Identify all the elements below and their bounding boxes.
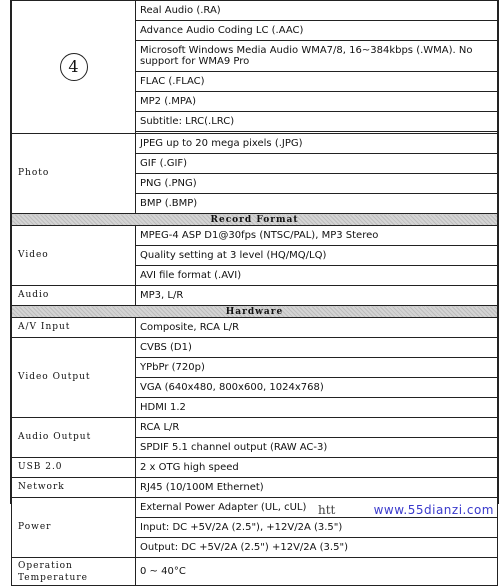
spec-value: YPbPr (720p) [136, 358, 498, 378]
category-network: Network [12, 478, 136, 498]
spec-value: External Power Adapter (UL, cUL) [136, 498, 498, 518]
spec-row [12, 286, 498, 306]
spec-row [12, 458, 498, 478]
spec-row [12, 418, 498, 438]
spec-value: BMP (.BMP) [136, 194, 498, 214]
spec-value: Input: DC +5V/2A (2.5"), +12V/2A (3.5") [136, 518, 498, 538]
spec-value: MPEG-4 ASP D1@30fps (NTSC/PAL), MP3 Stereo [136, 226, 498, 246]
spec-value: 2 x OTG high speed [136, 458, 498, 478]
spec-value: CVBS (D1) [136, 338, 498, 358]
section-title: Hardware [12, 306, 498, 318]
category-audio-output: Audio Output [12, 418, 136, 458]
spec-row [12, 134, 498, 154]
category-operation-temperature [12, 558, 136, 586]
category-label-line: Operation [18, 560, 73, 571]
category-photo: Photo [12, 134, 136, 214]
spec-row [12, 558, 498, 586]
spec-value: RCA L/R [136, 418, 498, 438]
spec-value: PNG (.PNG) [136, 174, 498, 194]
spec-value: Advance Audio Coding LC (.AAC) [136, 21, 498, 41]
spec-value: SPDIF 5.1 channel output (RAW AC-3) [136, 438, 498, 458]
spec-value: Composite, RCA L/R [136, 318, 498, 338]
section-header-record-format [12, 214, 498, 226]
category-video-output: Video Output [12, 338, 136, 418]
category-label-line: Temperature [18, 572, 88, 583]
spec-row [12, 338, 498, 358]
section-marker [12, 1, 136, 134]
category-usb: USB 2.0 [12, 458, 136, 478]
spec-row [12, 226, 498, 246]
spec-value: GIF (.GIF) [136, 154, 498, 174]
spec-table [11, 0, 498, 586]
section-header-hardware [12, 306, 498, 318]
spec-value: VGA (640x480, 800x600, 1024x768) [136, 378, 498, 398]
spec-value: Quality setting at 3 level (HQ/MQ/LQ) [136, 246, 498, 266]
watermark-fragment: htt [318, 503, 336, 517]
spec-row [12, 478, 498, 498]
spec-value: FLAC (.FLAC) [136, 72, 498, 92]
circled-number-4: 4 [60, 53, 88, 81]
spec-row [12, 318, 498, 338]
spec-value: MP2 (.MPA) [136, 92, 498, 112]
spec-value: Output: DC +5V/2A (2.5") +12V/2A (3.5") [136, 538, 498, 558]
spec-row [12, 1, 498, 21]
site-watermark: www.55dianzi.com [373, 503, 494, 517]
category-audio: Audio [12, 286, 136, 306]
spec-value: JPEG up to 20 mega pixels (.JPG) [136, 134, 498, 154]
spec-value: 0 ~ 40°C [136, 558, 498, 586]
spec-value: AVI file format (.AVI) [136, 266, 498, 286]
spec-value: HDMI 1.2 [136, 398, 498, 418]
category-power: Power [12, 498, 136, 558]
spec-value: Microsoft Windows Media Audio WMA7/8, 16~384kbps (.WMA). No support for WMA9 Pro [136, 41, 498, 72]
category-av-input: A/V Input [12, 318, 136, 338]
spec-value: RJ45 (10/100M Ethernet) [136, 478, 498, 498]
spec-value: Real Audio (.RA) [136, 1, 498, 21]
spec-value: MP3, L/R [136, 286, 498, 306]
spec-value: Subtitle: LRC(.LRC) [136, 112, 498, 132]
section-title: Record Format [12, 214, 498, 226]
category-video: Video [12, 226, 136, 286]
